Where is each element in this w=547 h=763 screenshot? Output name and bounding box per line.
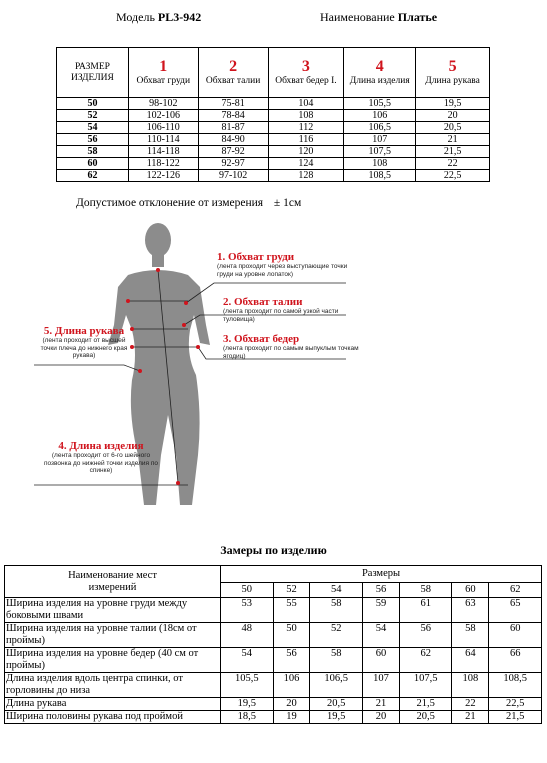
measurement-value: 108,5 (489, 673, 542, 698)
value-cell: 114-118 (128, 146, 198, 158)
product-name-line (320, 10, 437, 25)
measurement-value: 53 (221, 598, 274, 623)
value-cell: 108,5 (344, 170, 416, 182)
measurement-label: Ширина изделия на уровне бедер (40 см от проймы) (5, 648, 221, 673)
measurement-value: 61 (399, 598, 452, 623)
value-cell: 84-90 (198, 134, 268, 146)
measurement-value: 58 (452, 623, 489, 648)
measurement-value: 50 (273, 623, 310, 648)
measurements-title: Замеры по изделию (220, 543, 327, 557)
table-row (57, 146, 490, 158)
measurement-value: 108 (452, 673, 489, 698)
annotation-length (40, 440, 162, 475)
measurement-value: 60 (362, 648, 399, 673)
measurement-label: Ширина изделия на уровне талии (18см от проймы) (5, 623, 221, 648)
size-chart-body (57, 48, 490, 182)
table-row (57, 134, 490, 146)
value-cell: 107 (344, 134, 416, 146)
measurement-value: 63 (452, 598, 489, 623)
value-cell: 92-97 (198, 158, 268, 170)
measurement-value: 20 (273, 698, 310, 711)
table-row (57, 158, 490, 170)
col-header-chest: 1 Обхват груди (128, 48, 198, 98)
measurement-value: 66 (489, 648, 542, 673)
col-header-hips: 3 Обхват бедер I. (268, 48, 344, 98)
tolerance-value: ± 1см (273, 197, 302, 209)
value-cell: 108 (344, 158, 416, 170)
value-cell: 78-84 (198, 110, 268, 122)
table-row (57, 98, 490, 110)
value-cell: 110-114 (128, 134, 198, 146)
size-chart-table (56, 47, 490, 182)
annotation-length-title: 4. Длина изделия (58, 440, 144, 452)
table-row (57, 122, 490, 134)
col-header-sleeve: 5 Длина рукава (416, 48, 490, 98)
value-cell: 116 (268, 134, 344, 146)
model-value: PL3-942 (157, 10, 202, 24)
value-cell: 87-92 (198, 146, 268, 158)
tolerance-text: Допустимое отклонение от измерения (76, 197, 264, 209)
annotation-chest-title: 1. Обхват груди (217, 251, 295, 263)
value-cell: 97-102 (198, 170, 268, 182)
header (0, 10, 547, 28)
measurement-label: Длина изделия вдоль центра спинки, от горловины до низа (5, 673, 221, 698)
measurement-value: 58 (310, 598, 363, 623)
measurement-value: 20 (362, 711, 399, 724)
annotation-sleeve-note: (лента проходит от высшей точки плеча до нижнего края рукава) (40, 337, 128, 359)
measurement-value: 20,5 (399, 711, 452, 724)
measurement-value: 48 (221, 623, 274, 648)
annotation-sleeve (36, 325, 132, 360)
measurement-value: 105,5 (221, 673, 274, 698)
table-row (5, 648, 542, 673)
value-cell: 75-81 (198, 98, 268, 110)
measurement-value: 65 (489, 598, 542, 623)
value-cell: 19,5 (416, 98, 490, 110)
size-header-cell: 50 (221, 583, 274, 598)
value-cell: 98-102 (128, 98, 198, 110)
measurement-value: 22,5 (489, 698, 542, 711)
size-cell: 54 (57, 122, 129, 134)
value-cell: 22,5 (416, 170, 490, 182)
measurement-value: 55 (273, 598, 310, 623)
value-cell: 122-126 (128, 170, 198, 182)
table-row (5, 673, 542, 698)
measurement-value: 107,5 (399, 673, 452, 698)
measurement-label: Длина рукава (5, 698, 221, 711)
value-cell: 22 (416, 158, 490, 170)
measurement-value: 107 (362, 673, 399, 698)
measurement-value: 21 (452, 711, 489, 724)
product-name-value: Платье (397, 10, 438, 24)
value-cell: 20 (416, 110, 490, 122)
value-cell: 107,5 (344, 146, 416, 158)
measurement-value: 56 (399, 623, 452, 648)
table-row (57, 110, 490, 122)
annotation-hips-title: 3. Обхват бедер (223, 333, 300, 345)
product-name-label: Наименование (320, 10, 395, 24)
size-header-cell: 58 (399, 583, 452, 598)
table-row (5, 598, 542, 623)
measurements-body (5, 566, 542, 724)
measurement-value: 62 (399, 648, 452, 673)
measurement-value: 60 (489, 623, 542, 648)
measurement-value: 106,5 (310, 673, 363, 698)
annotation-waist (223, 296, 353, 323)
measurements-header-row (5, 566, 542, 583)
measurement-value: 52 (310, 623, 363, 648)
annotation-hips (223, 333, 363, 360)
value-cell: 21 (416, 134, 490, 146)
measurement-value: 64 (452, 648, 489, 673)
table-row (5, 623, 542, 648)
col-header-length: 4 Длина изделия (344, 48, 416, 98)
measurement-value: 58 (310, 648, 363, 673)
col-header-waist: 2 Обхват талии (198, 48, 268, 98)
tolerance-note (76, 197, 301, 209)
sleeve-line (34, 365, 140, 371)
model-line (116, 10, 201, 25)
size-cell: 50 (57, 98, 129, 110)
value-cell: 120 (268, 146, 344, 158)
annotation-waist-title: 2. Обхват талии (223, 296, 303, 308)
measurement-value: 18,5 (221, 711, 274, 724)
value-cell: 108 (268, 110, 344, 122)
measurement-label: Ширина половины рукава под проймой (5, 711, 221, 724)
model-label: Модель (116, 10, 155, 24)
value-cell: 106-110 (128, 122, 198, 134)
measurement-label: Ширина изделия на уровне груди между боковыми швами (5, 598, 221, 623)
value-cell: 112 (268, 122, 344, 134)
size-cell: 56 (57, 134, 129, 146)
value-cell: 118-122 (128, 158, 198, 170)
measurements-table (4, 565, 542, 724)
measurement-value: 20,5 (310, 698, 363, 711)
measurement-value: 56 (273, 648, 310, 673)
annotation-sleeve-title: 5. Длина рукава (43, 325, 125, 337)
size-header-cell: 54 (310, 583, 363, 598)
size-header-cell: 62 (489, 583, 542, 598)
measurement-value: 54 (221, 648, 274, 673)
measurement-value: 59 (362, 598, 399, 623)
size-chart-header-row (57, 48, 490, 98)
size-cell: 62 (57, 170, 129, 182)
measurement-value: 19,5 (310, 711, 363, 724)
table-row (5, 711, 542, 724)
measurement-value: 22 (452, 698, 489, 711)
measurement-value: 21,5 (399, 698, 452, 711)
measurement-value: 19 (273, 711, 310, 724)
sizes-header: Размеры (221, 566, 542, 583)
value-cell: 106,5 (344, 122, 416, 134)
table-row (57, 170, 490, 182)
value-cell: 102-106 (128, 110, 198, 122)
param-header: Наименование мест измерений (5, 566, 221, 598)
size-header-cell: 52 (273, 583, 310, 598)
measurement-value: 54 (362, 623, 399, 648)
size-header-cell: 60 (452, 583, 489, 598)
value-cell: 106 (344, 110, 416, 122)
value-cell: 105,5 (344, 98, 416, 110)
size-corner-label: РАЗМЕР ИЗДЕЛИЯ (57, 48, 129, 98)
measurement-value: 106 (273, 673, 310, 698)
annotation-waist-note: (лента проходит по самой узкой части туловища) (223, 308, 339, 323)
size-header-cell: 56 (362, 583, 399, 598)
value-cell: 124 (268, 158, 344, 170)
measurement-value: 21,5 (489, 711, 542, 724)
size-cell: 60 (57, 158, 129, 170)
value-cell: 128 (268, 170, 344, 182)
annotation-chest (217, 251, 357, 278)
measurement-value: 21 (362, 698, 399, 711)
size-cell: 52 (57, 110, 129, 122)
value-cell: 104 (268, 98, 344, 110)
annotation-hips-note: (лента проходит по самым выпуклым точкам ягодиц) (223, 345, 359, 360)
size-cell: 58 (57, 146, 129, 158)
value-cell: 21,5 (416, 146, 490, 158)
annotation-length-note: (лента проходит от 6-го шейного позвонка до нижней точки изделия по спинке) (43, 452, 159, 474)
annotation-chest-note: (лента проходит через выступающие точки груди на уровне лопаток) (217, 263, 348, 278)
table-row (5, 698, 542, 711)
value-cell: 20,5 (416, 122, 490, 134)
value-cell: 81-87 (198, 122, 268, 134)
measurement-value: 19,5 (221, 698, 274, 711)
